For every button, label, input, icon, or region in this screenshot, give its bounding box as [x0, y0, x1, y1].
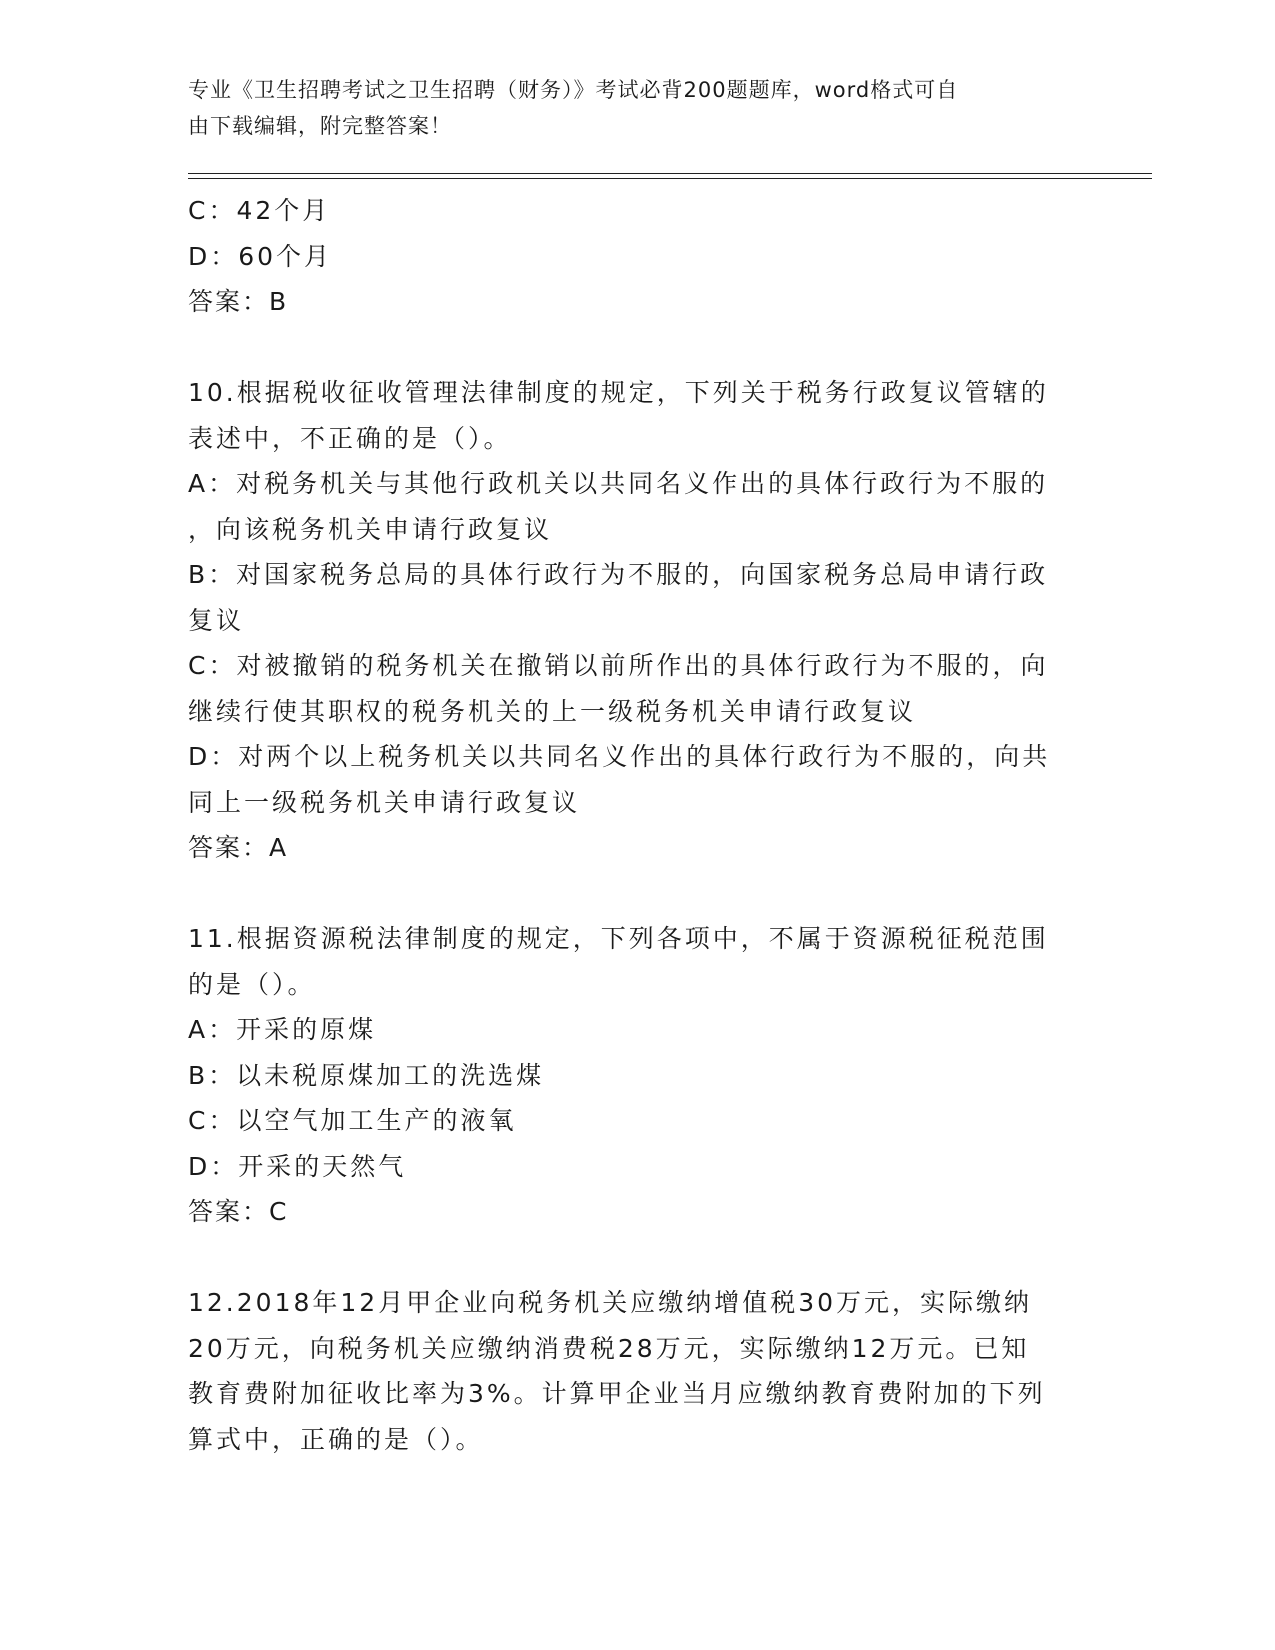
header-divider-top — [188, 173, 1152, 174]
option-line: 复议 — [188, 605, 245, 635]
option-line: B：以未税原煤加工的洗选煤 — [188, 1060, 545, 1090]
header-title-line-1: 专业《卫生招聘考试之卫生招聘（财务）》考试必背200题题库，word格式可自 — [188, 78, 959, 102]
question-stem-line: 表述中，不正确的是（）。 — [188, 423, 512, 453]
option-line: D：60个月 — [188, 241, 333, 271]
answer-line: 答案：C — [188, 1197, 289, 1226]
question-stem-line: 的是（）。 — [188, 969, 316, 999]
option-line: 同上一级税务机关申请行政复议 — [188, 787, 581, 817]
question-11 — [188, 916, 1088, 1235]
question-stem-line: 12.2018年12月甲企业向税务机关应缴纳增值税30万元，实际缴纳 — [188, 1288, 1033, 1317]
page-header — [188, 72, 1068, 144]
option-line: A：对税务机关与其他行政机关以共同名义作出的具体行政行为不服的 — [188, 469, 1049, 498]
option-line: ，向该税务机关申请行政复议 — [188, 514, 553, 544]
question-stem-line: 教育费附加征收比率为3%。计算甲企业当月应缴纳教育费附加的下列 — [188, 1379, 1046, 1408]
option-line: 继续行使其职权的税务机关的上一级税务机关申请行政复议 — [188, 696, 917, 726]
question-9-continued — [188, 188, 1088, 325]
question-stem-line: 算式中，正确的是（）。 — [188, 1424, 484, 1454]
question-10 — [188, 370, 1088, 871]
answer-line: 答案：B — [188, 287, 289, 316]
option-line: C：以空气加工生产的液氧 — [188, 1106, 517, 1135]
header-divider-bottom — [188, 178, 1152, 179]
question-stem-line: 11.根据资源税法律制度的规定，下列各项中，不属于资源税征税范围 — [188, 924, 1049, 953]
option-line: C：对被撤销的税务机关在撤销以前所作出的具体行政行为不服的，向 — [188, 651, 1049, 680]
question-12 — [188, 1280, 1088, 1462]
option-line: B：对国家税务总局的具体行政行为不服的，向国家税务总局申请行政 — [188, 560, 1049, 589]
answer-line: 答案：A — [188, 833, 289, 862]
question-stem-line: 20万元，向税务机关应缴纳消费税28万元，实际缴纳12万元。已知 — [188, 1333, 1030, 1363]
question-stem-line: 10.根据税收征收管理法律制度的规定，下列关于税务行政复议管辖的 — [188, 378, 1049, 407]
question-list — [188, 188, 1088, 1462]
option-line: D：开采的天然气 — [188, 1151, 407, 1181]
option-line: D：对两个以上税务机关以共同名义作出的具体行政行为不服的，向共 — [188, 742, 1051, 771]
option-line: A：开采的原煤 — [188, 1015, 377, 1044]
option-line: C：42个月 — [188, 196, 331, 225]
header-title-line-2: 由下载编辑，附完整答案！ — [188, 114, 452, 138]
